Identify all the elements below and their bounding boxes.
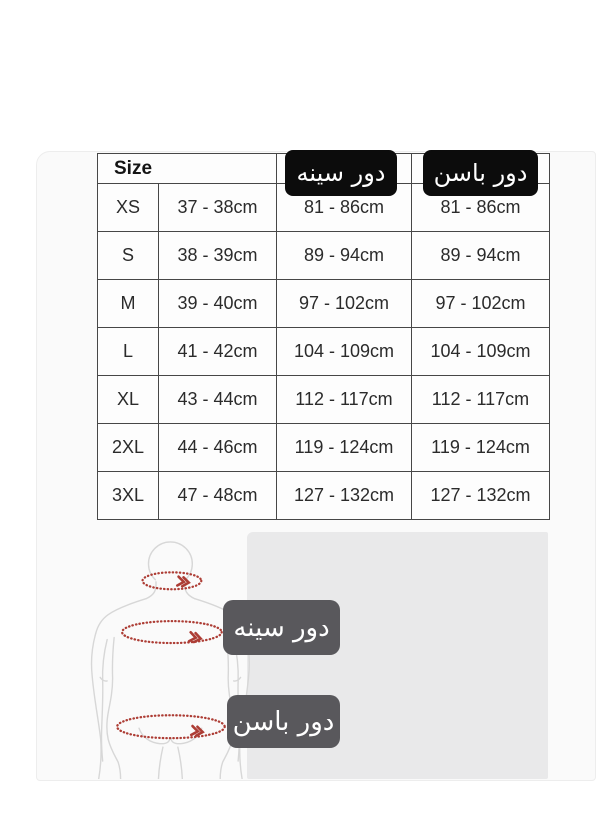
hip-cell: 97 - 102cm [412,280,550,328]
value-cell: 39 - 40cm [159,280,277,328]
hip-cell: 89 - 94cm [412,232,550,280]
size-cell: 2XL [98,424,159,472]
size-cell: M [98,280,159,328]
chest-measure-label: دور سینه [223,600,340,655]
table-row [98,376,550,424]
size-cell: 3XL [98,472,159,520]
chest-cell: 81 - 86cm [277,184,412,232]
chest-column-header-badge: دور سینه [285,150,397,196]
size-table [97,153,550,520]
value-cell: 38 - 39cm [159,232,277,280]
value-cell: 41 - 42cm [159,328,277,376]
chest-cell: 104 - 109cm [277,328,412,376]
table-row [98,424,550,472]
body-figure [40,530,250,779]
size-header-cell: Size [98,154,277,184]
chest-cell: 89 - 94cm [277,232,412,280]
hip-column-header-badge: دور باسن [423,150,538,196]
hip-measure-line [117,715,225,738]
value-cell: 47 - 48cm [159,472,277,520]
neck-measure-line [143,572,202,589]
table-row [98,472,550,520]
size-cell: XS [98,184,159,232]
value-cell: 37 - 38cm [159,184,277,232]
hip-cell: 81 - 86cm [412,184,550,232]
size-cell: L [98,328,159,376]
hip-cell: 127 - 132cm [412,472,550,520]
table-row [98,280,550,328]
hip-measure-label: دور باسن [227,695,340,748]
size-cell: XL [98,376,159,424]
hip-cell: 104 - 109cm [412,328,550,376]
hip-cell: 112 - 117cm [412,376,550,424]
size-cell: S [98,232,159,280]
hip-cell: 119 - 124cm [412,424,550,472]
chest-cell: 119 - 124cm [277,424,412,472]
chest-measure-line [122,621,222,643]
value-cell: 44 - 46cm [159,424,277,472]
table-row [98,232,550,280]
chest-cell: 97 - 102cm [277,280,412,328]
value-cell: 43 - 44cm [159,376,277,424]
chest-cell: 112 - 117cm [277,376,412,424]
person-outline-icon [92,542,250,779]
chest-cell: 127 - 132cm [277,472,412,520]
table-row [98,328,550,376]
